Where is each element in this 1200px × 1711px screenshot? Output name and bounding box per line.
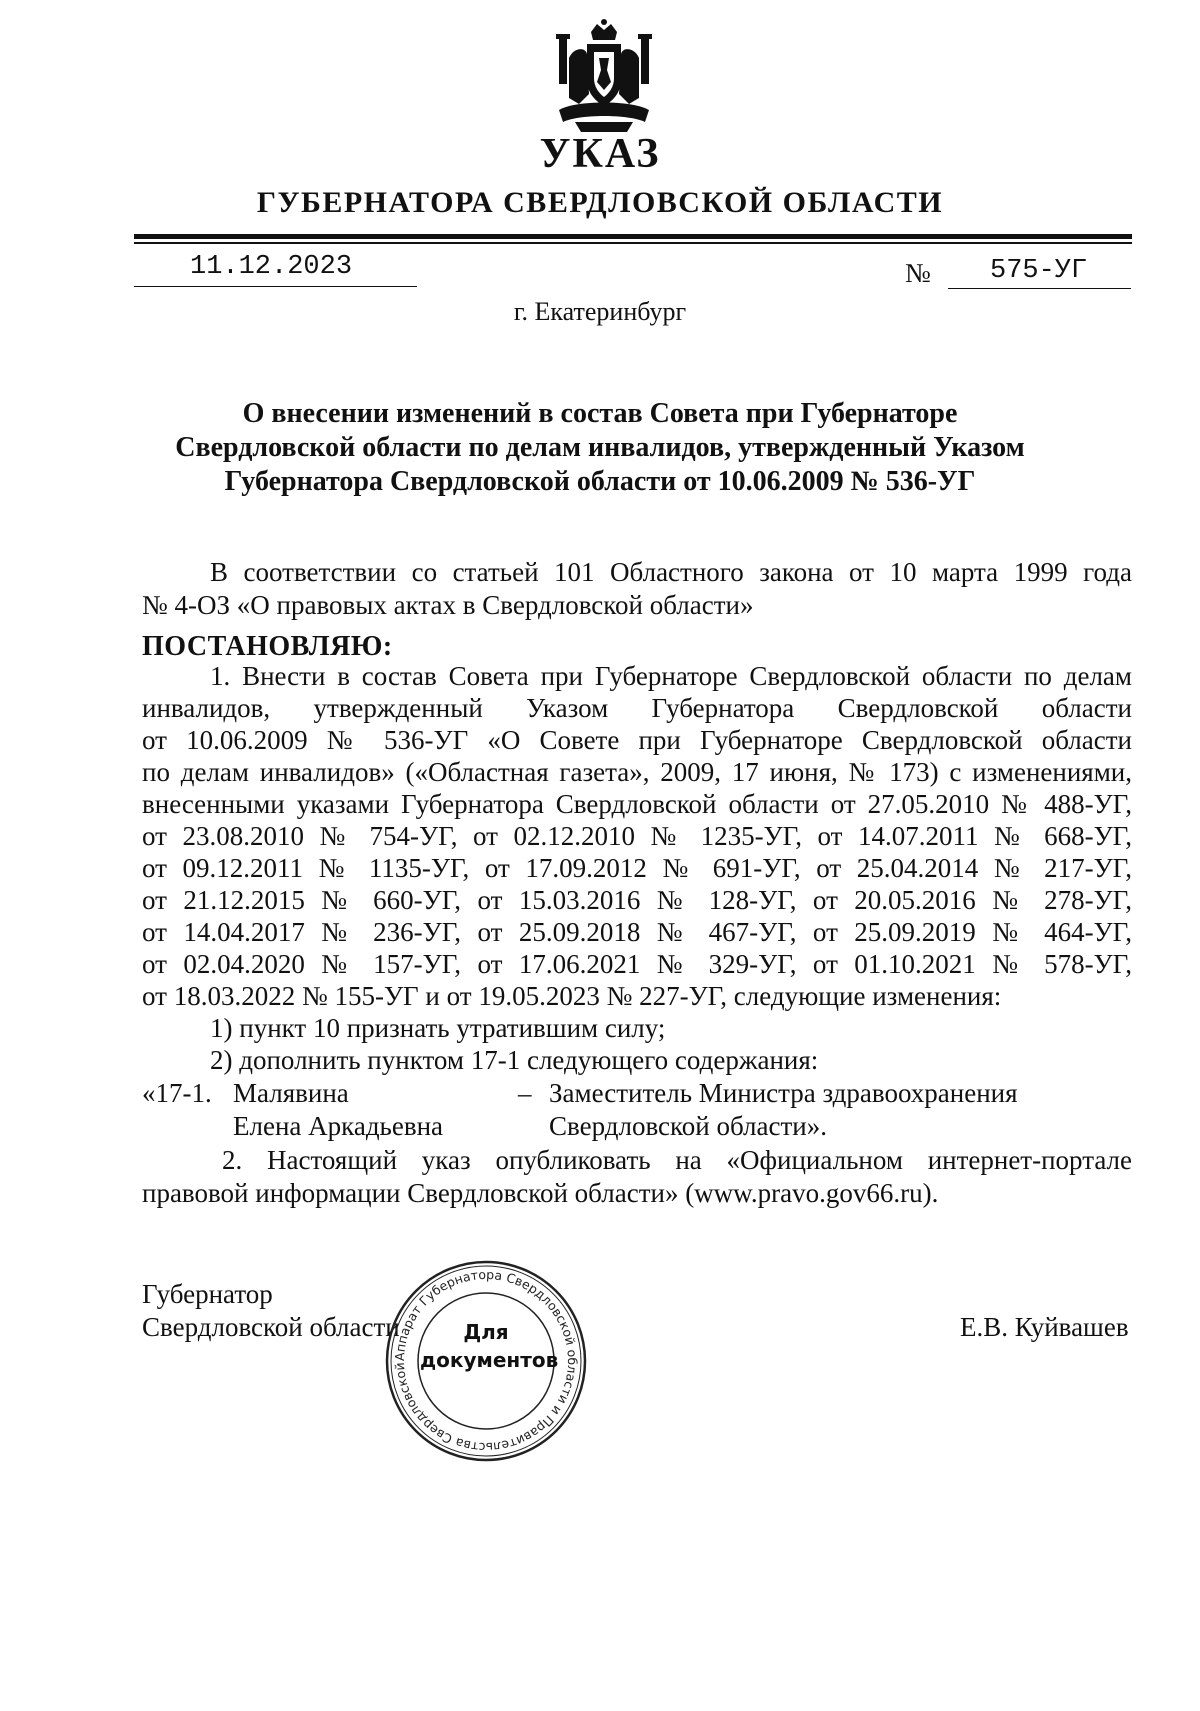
item1-line: внесенными указами Губернатора Свердловской области от 27.05.2010 № 488-УГ, [142, 789, 1132, 819]
date-underline [134, 286, 417, 287]
preamble-line: № 4-ОЗ «О правовых актах в Свердловской области» [142, 590, 754, 620]
item1-line: от 10.06.2009 № 536-УГ «О Совете при Губернаторе Свердловской области [142, 725, 1132, 755]
decree-date: 11.12.2023 [190, 252, 353, 282]
subitem-2: 2) дополнить пунктом 17-1 следующего содержания: [210, 1045, 819, 1075]
signatory-position-line: Свердловской области [142, 1312, 400, 1342]
item1-line: от 21.12.2015 № 660-УГ, от 15.03.2016 № 128-УГ, от 20.05.2016 № 278-УГ, [142, 885, 1132, 915]
item1-line: от 18.03.2022 № 155-УГ и от 19.05.2023 № 227-УГ, следующие изменения: [142, 981, 1002, 1011]
header-rule-thick [134, 234, 1132, 239]
stamp-ring-text: Аппарат Губернатора Свердловской области и Правительства Свердловской [391, 1266, 581, 1456]
document-title-line: О внесении изменений в состав Совета при Губернаторе [242, 398, 958, 429]
entry-number: «17-1. [142, 1078, 212, 1108]
number-sign: № [905, 258, 931, 288]
entry-dash: – [518, 1078, 532, 1108]
entry-position-line: Заместитель Министра здравоохранения [549, 1078, 1018, 1108]
document-title-line: Губернатора Свердловской области от 10.06.2009 № 536-УГ [224, 466, 976, 497]
item1-line: от 02.04.2020 № 157-УГ, от 17.06.2021 № 329-УГ, от 01.10.2021 № 578-УГ, [142, 949, 1132, 979]
coat-of-arms-icon [545, 18, 663, 136]
item1-line: по делам инвалидов» («Областная газета», 2009, 17 июня, № 173) с изменениями, [142, 757, 1132, 787]
stamp-inner-text [420, 1318, 559, 1374]
entry-position-line: Свердловской области». [549, 1111, 827, 1141]
stamp-inner-line: Для [463, 1320, 509, 1344]
decree-word: ПОСТАНОВЛЯЮ: [142, 631, 393, 662]
decree-number: 575-УГ [990, 256, 1088, 286]
signatory-name: Е.В. Куйвашев [960, 1312, 1129, 1342]
item2-line: 2. Настоящий указ опубликовать на «Официальном интернет-портале [222, 1145, 1132, 1175]
document-title-line: Свердловской области по делам инвалидов, утвержденный Указом [175, 432, 1025, 463]
number-underline [948, 288, 1131, 289]
issue-city: г. Екатеринбург [513, 297, 687, 326]
subitem-1: 1) пункт 10 признать утратившим силу; [210, 1013, 666, 1043]
header-rule-thin [134, 242, 1132, 244]
signatory-position-line: Губернатор [142, 1279, 273, 1309]
item1-line: от 14.04.2017 № 236-УГ, от 25.09.2018 № 467-УГ, от 25.09.2019 № 464-УГ, [142, 917, 1132, 947]
entry-given-names: Елена Аркадьевна [233, 1111, 444, 1141]
preamble-line: В соответствии со статьей 101 Областного закона от 10 марта 1999 года [210, 557, 1132, 587]
document-title [0, 397, 1200, 499]
item2-line: правовой информации Свердловской области» (www.pravo.gov66.ru). [142, 1178, 939, 1208]
item1-line: инвалидов, утвержденный Указом Губернатора Свердловской области [142, 693, 1132, 723]
issuer-title: ГУБЕРНАТОРА СВЕРДЛОВСКОЙ ОБЛАСТИ [256, 186, 944, 219]
entry-surname: Малявина [233, 1078, 349, 1108]
stamp-inner-line: документов [420, 1348, 559, 1372]
item1-line: 1. Внести в состав Совета при Губернаторе Свердловской области по делам [210, 661, 1132, 691]
item1-line: от 09.12.2011 № 1135-УГ, от 17.09.2012 № 691-УГ, от 25.04.2014 № 217-УГ, [142, 853, 1132, 883]
item1-line: от 23.08.2010 № 754-УГ, от 02.12.2010 № 1235-УГ, от 14.07.2011 № 668-УГ, [142, 821, 1132, 851]
decree-title: УКАЗ [539, 131, 661, 177]
